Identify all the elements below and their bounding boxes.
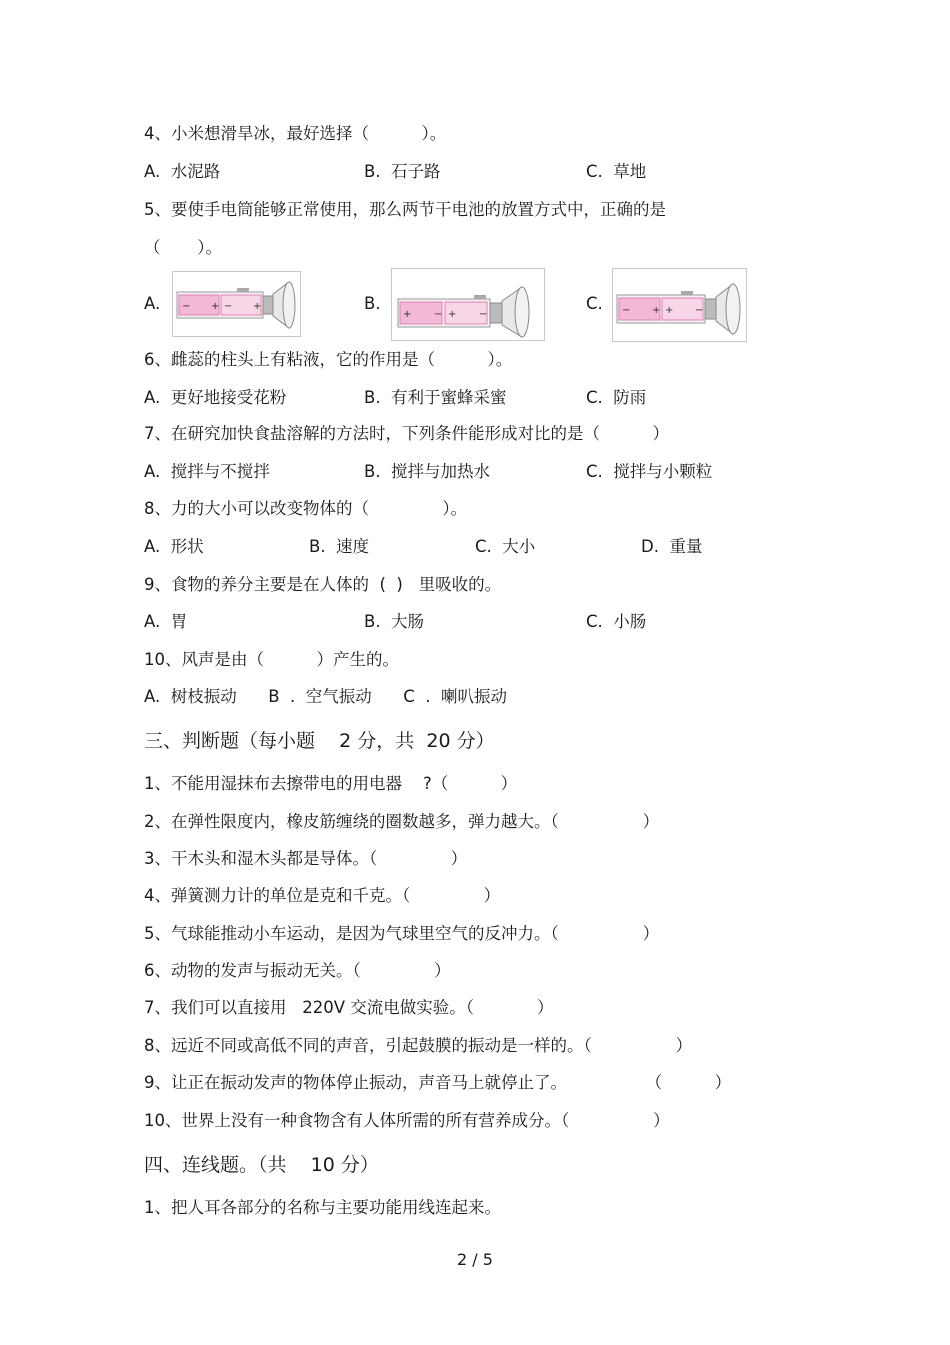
flashlight-b-image bbox=[391, 268, 545, 341]
question-8-option-c: C. 大小 bbox=[475, 537, 536, 556]
link-question-1: 1、把人耳各部分的名称与主要功能用线连起来。 bbox=[144, 1198, 501, 1217]
page-number: 2 / 5 bbox=[457, 1250, 493, 1269]
svg-text:−: − bbox=[622, 305, 631, 316]
svg-text:+: + bbox=[665, 305, 674, 316]
question-9-option-a: A. 胃 bbox=[144, 612, 188, 631]
question-8-stem: 8、力的大小可以改变物体的（ ）。 bbox=[144, 499, 468, 518]
question-7-option-b: B. 搅拌与加热水 bbox=[364, 462, 491, 481]
question-6-stem: 6、雌蕊的柱头上有粘液，它的作用是（ ）。 bbox=[144, 350, 513, 369]
question-4-stem: 4、小米想滑旱冰，最好选择（ ）。 bbox=[144, 124, 447, 143]
question-5-option-b: B. bbox=[364, 294, 381, 313]
flashlight-batteries-minus-plus-minus-plus-icon bbox=[173, 272, 300, 336]
judge-item-6: 6、动物的发声与振动无关。（ ） bbox=[144, 961, 451, 980]
judge-item-1: 1、不能用湿抹布去擦带电的用电器 ?（ ） bbox=[144, 774, 518, 793]
question-7-option-a: A. 搅拌与不搅拌 bbox=[144, 462, 270, 481]
judge-item-8: 8、远近不同或高低不同的声音，引起鼓膜的振动是一样的。（ ） bbox=[144, 1036, 693, 1055]
question-6-option-a: A. 更好地接受花粉 bbox=[144, 388, 287, 407]
flashlight-c-image bbox=[612, 268, 747, 342]
svg-text:+: + bbox=[448, 309, 457, 320]
question-5-stem-continued: （ ）。 bbox=[144, 238, 222, 257]
question-10-stem: 10、风声是由（ ）产生的。 bbox=[144, 650, 399, 669]
svg-text:−: − bbox=[479, 309, 488, 320]
judge-item-3: 3、干木头和湿木头都是导体。（ ） bbox=[144, 849, 468, 868]
question-5-option-a: A. bbox=[144, 294, 161, 313]
svg-text:−: − bbox=[182, 301, 191, 312]
question-5-option-c: C. bbox=[586, 294, 603, 313]
question-4-option-c: C. 草地 bbox=[586, 162, 647, 181]
section-4-heading: 四、连线题。（共 10 分） bbox=[144, 1154, 379, 1176]
judge-item-9: 9、让正在振动发声的物体停止振动，声音马上就停止了。 （ ） bbox=[144, 1073, 732, 1092]
flashlight-a-image bbox=[172, 271, 301, 337]
question-8-option-a: A. 形状 bbox=[144, 537, 204, 556]
section-3-heading: 三、判断题（每小题 2 分，共 20 分） bbox=[144, 730, 495, 752]
judge-item-2: 2、在弹性限度内，橡皮筋缠绕的圈数越多，弹力越大。（ ） bbox=[144, 812, 660, 831]
svg-text:−: − bbox=[224, 301, 233, 312]
question-7-option-c: C. 搅拌与小颗粒 bbox=[586, 462, 713, 481]
svg-text:+: + bbox=[253, 301, 262, 312]
judge-item-5: 5、气球能推动小车运动，是因为气球里空气的反冲力。（ ） bbox=[144, 924, 660, 943]
question-10-options: A. 树枝振动 B . 空气振动 C . 喇叭振动 bbox=[144, 687, 507, 706]
question-4-option-b: B. 石子路 bbox=[364, 162, 441, 181]
question-8-option-b: B. 速度 bbox=[309, 537, 370, 556]
question-9-option-b: B. 大肠 bbox=[364, 612, 425, 631]
svg-text:−: − bbox=[434, 309, 443, 320]
question-5-stem: 5、要使手电筒能够正常使用，那么两节干电池的放置方式中，正确的是 bbox=[144, 200, 666, 219]
question-9-option-c: C. 小肠 bbox=[586, 612, 647, 631]
flashlight-batteries-minus-plus-plus-minus-icon bbox=[613, 269, 746, 341]
question-6-option-c: C. 防雨 bbox=[586, 388, 647, 407]
judge-item-10: 10、世界上没有一种食物含有人体所需的所有营养成分。（ ） bbox=[144, 1111, 670, 1130]
flashlight-batteries-plus-minus-plus-minus-icon bbox=[392, 269, 544, 340]
svg-text:+: + bbox=[211, 301, 220, 312]
svg-text:−: − bbox=[695, 305, 704, 316]
judge-item-7: 7、我们可以直接用 220V 交流电做实验。（ ） bbox=[144, 998, 554, 1017]
question-8-option-d: D. 重量 bbox=[641, 537, 703, 556]
svg-text:+: + bbox=[403, 309, 412, 320]
svg-text:+: + bbox=[652, 305, 661, 316]
question-7-stem: 7、在研究加快食盐溶解的方法时，下列条件能形成对比的是（ ） bbox=[144, 424, 669, 443]
question-4-option-a: A. 水泥路 bbox=[144, 162, 221, 181]
judge-item-4: 4、弹簧测力计的单位是克和千克。（ ） bbox=[144, 886, 501, 905]
question-9-stem: 9、食物的养分主要是在人体的 ( ) 里吸收的。 bbox=[144, 575, 502, 594]
question-6-option-b: B. 有利于蜜蜂采蜜 bbox=[364, 388, 507, 407]
